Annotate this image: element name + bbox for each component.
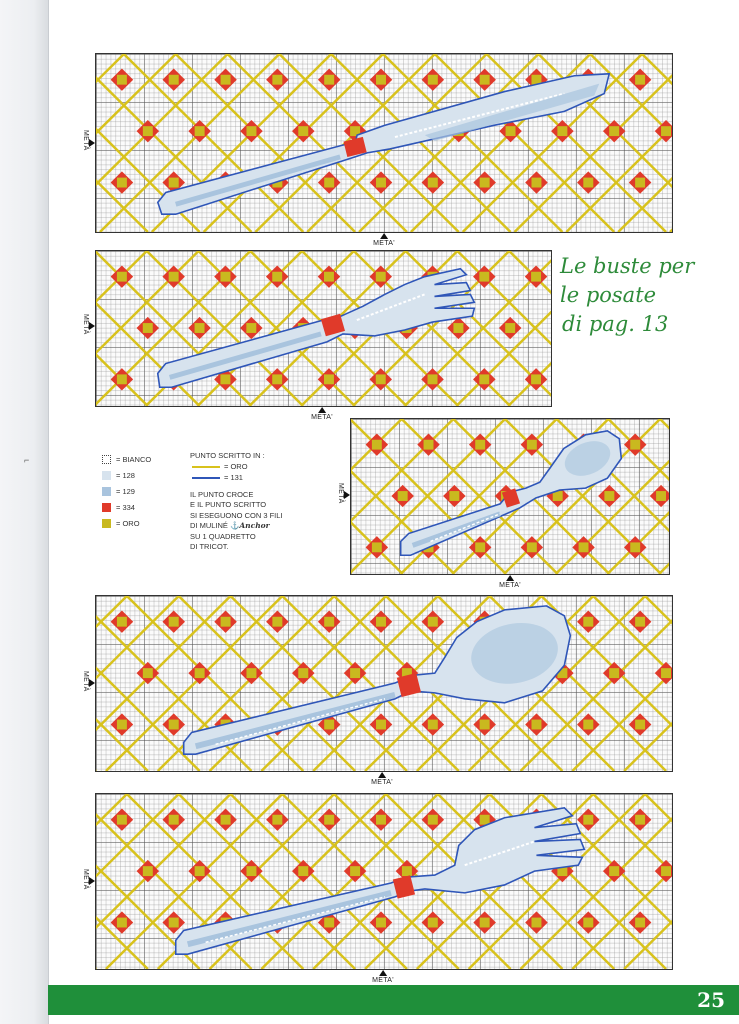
flower-motif-icon [292,662,315,684]
flower-motif-icon [266,69,289,91]
flower-motif-icon [111,611,134,633]
meta-side-label: METÀ [82,314,89,335]
meta-arrow-icon [506,575,514,581]
flower-motif-icon [344,662,367,684]
flower-motif-icon [266,809,289,831]
swatch-icon [102,455,111,464]
chart-spoon-small [350,418,670,575]
flower-motif-icon [629,69,652,91]
flower-motif-icon [603,662,626,684]
title-line-2: le posate [560,283,657,307]
meta-side-label: METÀ [337,483,344,504]
flower-motif-icon [137,120,160,142]
flower-motif-icon [318,809,341,831]
chart-spoon-small-graphic [351,419,669,574]
note-line: SI ESEGUONO CON 3 FILI [190,510,283,520]
flower-motif-icon [577,809,600,831]
flower-motif-icon [137,662,160,684]
flower-motif-icon [370,69,393,91]
flower-motif-icon [525,713,548,735]
chart-fork-small-graphic [96,251,551,406]
meta-side-label: METÀ [82,671,89,692]
flower-motif-icon [577,911,600,933]
chart-fork-small [95,250,552,407]
flower-motif-icon [422,713,445,735]
swatch-icon [102,503,111,512]
flower-motif-icon [650,485,669,507]
flower-motif-icon [391,485,413,507]
meta-arrow-icon [318,407,326,413]
swatch-icon [102,487,111,496]
flower-motif-icon [603,120,626,142]
page-spine [0,0,49,1024]
flower-motif-icon [318,611,341,633]
flower-motif-icon [214,611,237,633]
meta-arrow-icon [380,233,388,239]
flower-motif-icon [598,485,620,507]
flower-motif-icon [162,713,185,735]
note-line: SU 1 QUADRETTO [190,531,256,541]
knife-icon [158,74,609,214]
backstitch-item-131: = 131 [190,473,283,484]
flower-motif-icon [443,485,465,507]
lattice-pattern [96,596,672,771]
flower-motif-icon [292,860,315,882]
flower-motif-icon [111,809,134,831]
flower-motif-icon [188,120,211,142]
flower-motif-icon [188,662,211,684]
flower-motif-icon [188,317,211,339]
flower-motif-icon [318,171,341,193]
flower-motif-icon [629,911,652,933]
chart-spoon-large-graphic [96,596,672,771]
flower-motif-icon [266,611,289,633]
meta-arrow-icon [379,970,387,976]
flower-motif-icon [370,171,393,193]
flower-motif-icon [473,69,496,91]
legend-item-129: = 129 [102,483,151,499]
flower-motif-icon [422,611,445,633]
flower-motif-icon [111,171,134,193]
flower-motif-icon [422,911,445,933]
note-line-brand: DI MULINÉ ⚓Anchor [190,521,270,530]
flower-motif-icon [137,860,160,882]
swatch-icon [102,519,111,528]
flower-motif-icon [422,171,445,193]
flower-motif-icon [629,713,652,735]
legend-item-bianco: = BIANCO [102,451,151,467]
flower-motif-icon [370,809,393,831]
flower-motif-icon [292,120,315,142]
page-title [560,252,694,339]
flower-motif-icon [240,317,263,339]
flower-motif-icon [240,662,263,684]
flower-motif-icon [344,860,367,882]
meta-bottom-label: META' [373,233,395,247]
flower-motif-icon [422,809,445,831]
line-swatch-icon [192,466,220,468]
chart-knife-graphic [96,54,672,232]
meta-side-arrow [89,877,95,885]
flower-motif-icon [577,611,600,633]
chart-spoon-large [95,595,673,772]
flower-motif-icon [240,860,263,882]
line-swatch-icon [192,477,220,479]
flower-motif-icon [525,911,548,933]
flower-motif-icon [370,911,393,933]
flower-motif-icon [214,69,237,91]
meta-bottom-label: META' [371,772,393,786]
anchor-icon: ⚓ [230,521,240,530]
flower-motif-icon [629,611,652,633]
title-line-1: Le buste per [560,254,695,278]
legend-item-oro: = ORO [102,515,151,531]
flower-motif-icon [473,911,496,933]
flower-motif-icon [525,171,548,193]
meta-bottom-label: META' [311,407,333,421]
flower-motif-icon [111,69,134,91]
meta-side-arrow [89,322,95,330]
spine-mark: ⌐ [24,455,30,465]
flower-motif-icon [188,860,211,882]
flower-motif-icon [162,69,185,91]
flower-motif-icon [137,317,160,339]
meta-arrow-icon [378,772,386,778]
flower-motif-icon [499,317,522,339]
backstitch-heading: PUNTO SCRITTO IN : [190,451,265,460]
flower-motif-icon [111,713,134,735]
flower-motif-icon [577,713,600,735]
flower-motif-icon [551,120,574,142]
chart-fork-large [95,793,673,970]
title-line-3: di pag. 13 [562,312,669,336]
legend-item-128: = 128 [102,467,151,483]
page-number: 25 [697,988,725,1012]
flower-motif-icon [655,662,672,684]
meta-bottom-label: META' [499,575,521,589]
legend-item-334: = 334 [102,499,151,515]
chart-knife [95,53,673,233]
swatch-icon [102,471,111,480]
flower-motif-icon [111,911,134,933]
backstitch-notes [190,451,283,553]
flower-motif-icon [655,120,672,142]
flower-motif-icon [473,171,496,193]
flower-motif-icon [240,120,263,142]
backstitch-item-oro: = ORO [190,462,283,473]
meta-side-arrow [89,679,95,687]
flower-motif-icon [473,713,496,735]
meta-side-arrow [344,491,350,499]
flower-motif-icon [318,69,341,91]
flower-motif-icon [603,860,626,882]
flower-motif-icon [162,911,185,933]
flower-motif-icon [577,171,600,193]
color-legend [102,451,151,531]
flower-motif-icon [655,860,672,882]
note-line: DI TRICOT. [190,542,229,551]
meta-side-label: METÀ [82,869,89,890]
flower-motif-icon [629,809,652,831]
chart-fork-large-graphic [96,794,672,969]
page-footer [48,985,739,1015]
meta-side-label: METÀ [82,130,89,151]
note-line: IL PUNTO CROCE [190,489,254,499]
flower-motif-icon [162,809,185,831]
flower-motif-icon [370,611,393,633]
flower-motif-icon [422,69,445,91]
flower-motif-icon [370,713,393,735]
flower-motif-icon [214,809,237,831]
flower-motif-icon [629,171,652,193]
meta-side-arrow [89,139,95,147]
meta-bottom-label: META' [372,970,394,984]
note-line: E IL PUNTO SCRITTO [190,500,267,509]
flower-motif-icon [162,611,185,633]
